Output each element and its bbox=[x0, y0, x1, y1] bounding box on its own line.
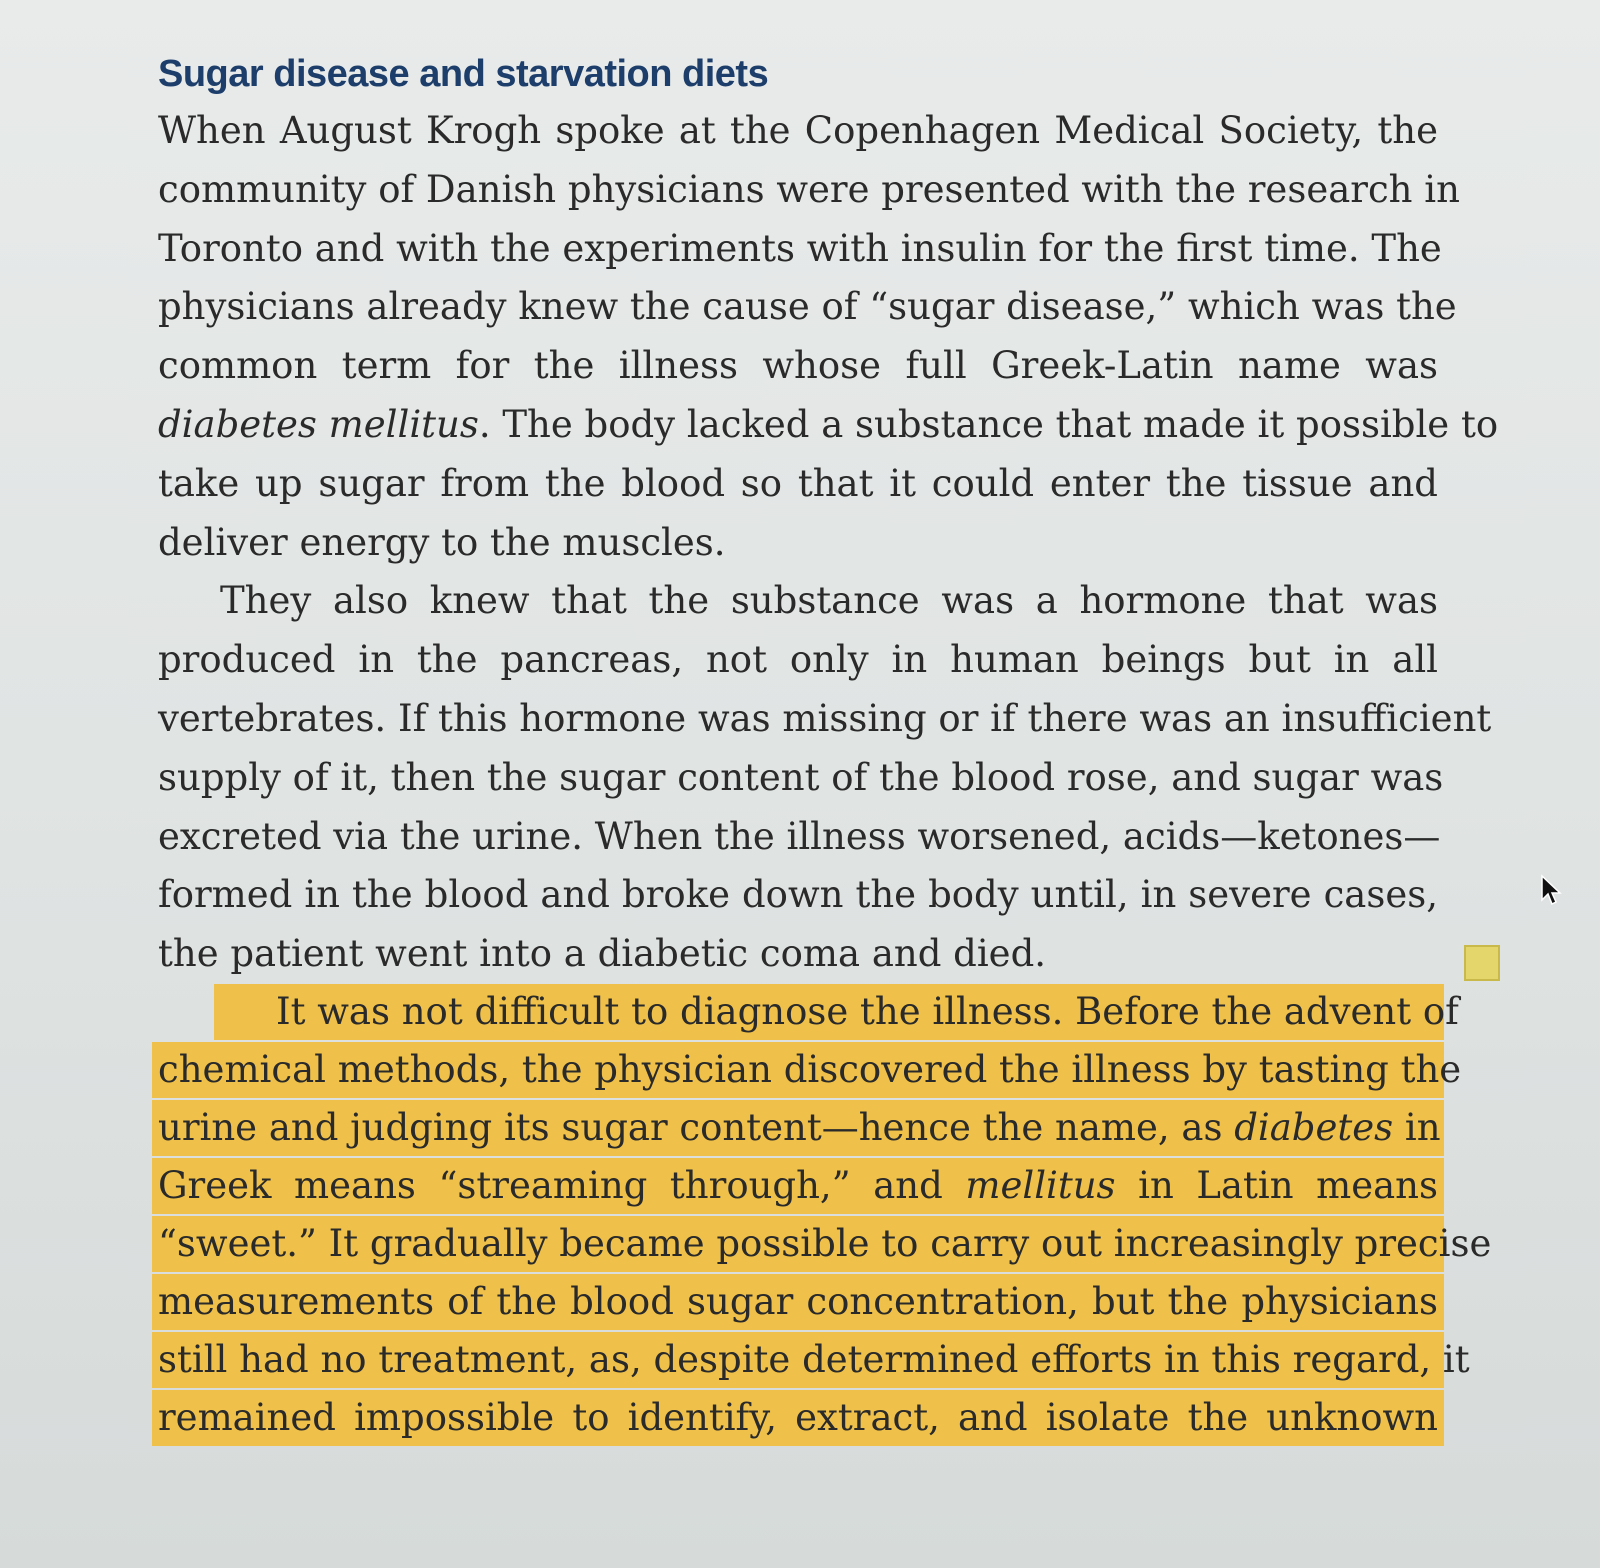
paragraph-line: formed in the blood and broke down the body until, in severe cases, bbox=[158, 873, 1438, 917]
italic-term: diabetes mellitus bbox=[158, 402, 479, 446]
highlighted-line[interactable]: It was not difficult to diagnose the illness. Before the advent of bbox=[214, 984, 1444, 1040]
paragraph-line: supply of it, then the sugar content of the blood rose, and sugar was bbox=[158, 755, 1444, 799]
paragraph-1 bbox=[158, 102, 1499, 572]
paragraph-line: community of Danish physicians were presented with the research in bbox=[158, 167, 1460, 211]
paragraph-line: produced in the pancreas, not only in human beings but in all bbox=[158, 638, 1438, 682]
paragraph-line: Toronto and with the experiments with insulin for the first time. The bbox=[158, 226, 1442, 270]
mouse-pointer-icon bbox=[1540, 874, 1564, 908]
paragraph-2 bbox=[158, 572, 1492, 984]
highlighted-line[interactable]: “sweet.” It gradually became possible to carry out increasingly precise bbox=[152, 1216, 1444, 1272]
paragraph-line: the patient went into a diabetic coma and died. bbox=[158, 932, 1047, 976]
paragraph-line bbox=[158, 396, 1499, 455]
section-heading: Sugar disease and starvation diets bbox=[158, 53, 769, 95]
paragraph-line: common term for the illness whose full Greek-Latin name was bbox=[158, 344, 1438, 388]
paragraph-line: take up sugar from the blood so that it could enter the tissue and bbox=[158, 461, 1438, 505]
highlighted-text: Greek means “streaming through,” and bbox=[158, 1163, 966, 1207]
paragraph-line: excreted via the urine. When the illness worsened, acids—ketones— bbox=[158, 814, 1441, 858]
highlighted-line[interactable]: measurements of the blood sugar concentration, but the physicians bbox=[152, 1274, 1444, 1330]
paragraph-line: deliver energy to the muscles. bbox=[158, 520, 726, 564]
highlighted-line[interactable]: remained impossible to identify, extract, and isolate the unknown bbox=[152, 1390, 1444, 1446]
highlighted-line[interactable] bbox=[152, 1100, 1444, 1156]
highlighted-line[interactable]: chemical methods, the physician discovered the illness by tasting the bbox=[152, 1042, 1444, 1098]
book-page bbox=[158, 52, 1499, 1448]
paragraph-line: vertebrates. If this hormone was missing or if there was an insufficient bbox=[158, 696, 1492, 740]
highlighted-text: in bbox=[1393, 1105, 1441, 1149]
italic-term: mellitus bbox=[965, 1163, 1116, 1207]
paragraph-line: They also knew that the substance was a hormone that was bbox=[220, 579, 1438, 623]
italic-term: diabetes bbox=[1234, 1105, 1394, 1149]
highlighted-line[interactable] bbox=[152, 1158, 1444, 1214]
highlighted-text: in Latin means bbox=[1115, 1163, 1438, 1207]
paragraph-line: When August Krogh spoke at the Copenhagen Medical Society, the bbox=[158, 109, 1438, 152]
paragraph-line-text: . The body lacked a substance that made it possible to bbox=[478, 402, 1499, 446]
paragraph-3-highlighted[interactable] bbox=[158, 984, 1492, 1446]
highlighted-line[interactable]: still had no treatment, as, despite determined efforts in this regard, it bbox=[152, 1332, 1444, 1388]
paragraph-line: physicians already knew the cause of “sugar disease,” which was the bbox=[158, 285, 1457, 329]
note-marker-icon[interactable] bbox=[1464, 945, 1500, 981]
highlighted-text: urine and judging its sugar content—hence the name, as bbox=[158, 1105, 1235, 1149]
